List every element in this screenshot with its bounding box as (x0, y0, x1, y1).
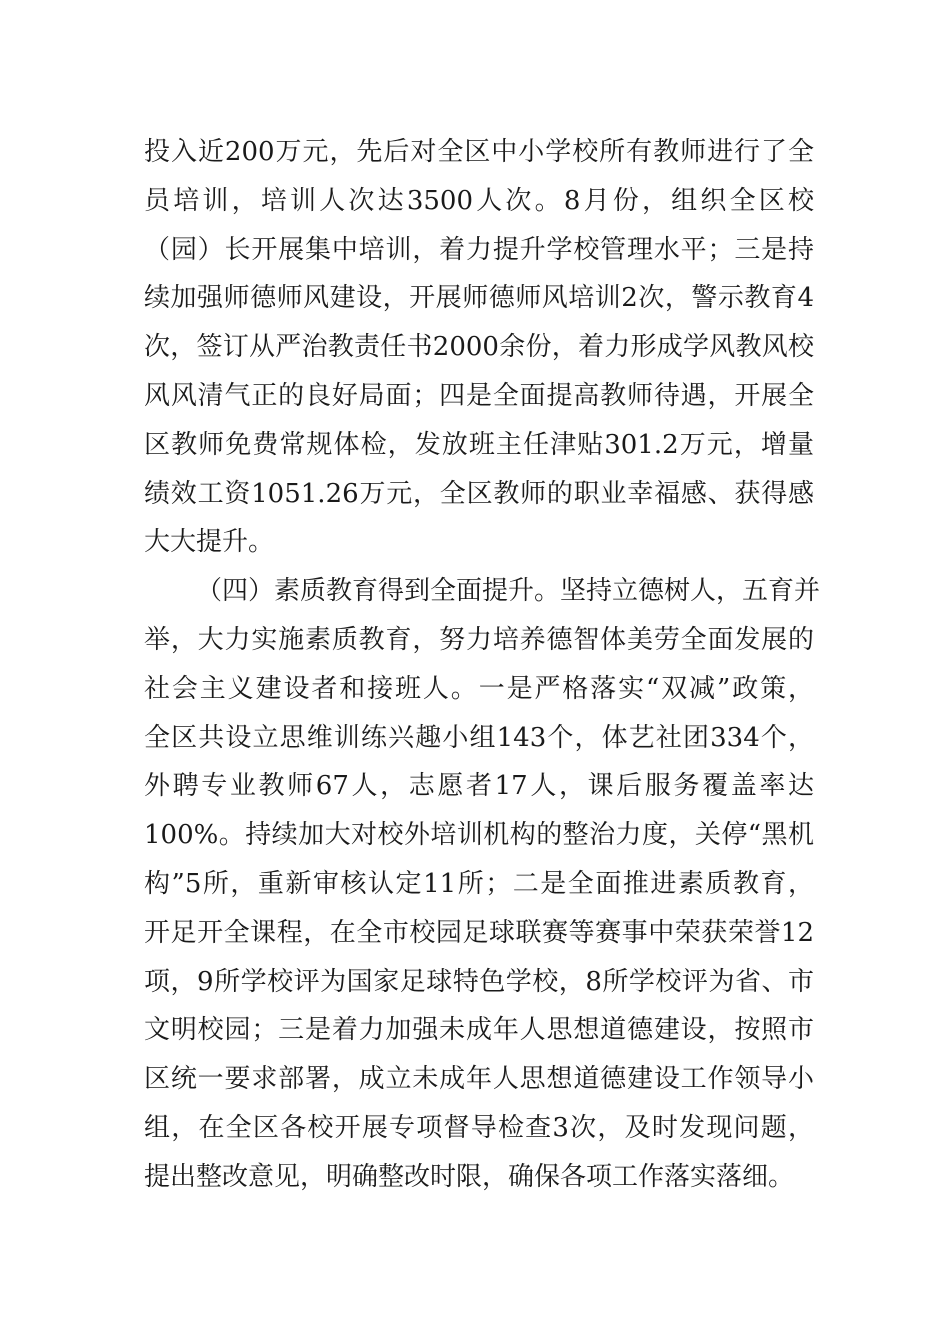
text-line: 组，在全区各校开展专项督导检查3次，及时发现问题， (144, 1112, 814, 1143)
text-line: 续加强师德师风建设，开展师德师风培训2次，警示教育4 (144, 283, 814, 314)
text-line: 绩效工资1051.26万元，全区教师的职业幸福感、获得感 (144, 478, 814, 509)
text-line: 全区共设立思维训练兴趣小组143个，体艺社团334个， (144, 722, 814, 753)
text-line: 举，大力实施素质教育，努力培养德智体美劳全面发展的 (144, 624, 814, 655)
text-line: 100%。持续加大对校外培训机构的整治力度，关停“黑机 (144, 820, 814, 851)
text-line: 区教师免费常规体检，发放班主任津贴301.2万元，增量 (144, 429, 814, 460)
text-line: 区统一要求部署，成立未成年人思想道德建设工作领导小 (144, 1064, 814, 1095)
text-line: 项，9所学校评为国家足球特色学校，8所学校评为省、市 (144, 966, 814, 997)
text-line: 大大提升。 (144, 527, 275, 558)
text-line: 构”5所，重新审核认定11所；二是全面推进素质教育， (144, 868, 814, 899)
text-line: （园）长开展集中培训，着力提升学校管理水平；三是持 (144, 234, 814, 265)
text-line: 文明校园；三是着力加强未成年人思想道德建设，按照市 (144, 1015, 814, 1046)
section-heading-line: （四）素质教育得到全面提升。坚持立德树人，五育并 (196, 576, 821, 607)
text-line: 员培训，培训人次达3500人次。8月份，组织全区校 (144, 185, 814, 216)
body-text (144, 128, 821, 1202)
text-line: 开足开全课程，在全市校园足球联赛等赛事中荣获荣誉12 (144, 917, 814, 948)
text-line: 风风清气正的良好局面；四是全面提高教师待遇，开展全 (144, 380, 814, 411)
text-line: 提出整改意见，明确整改时限，确保各项工作落实落细。 (144, 1161, 795, 1192)
text-line: 社会主义建设者和接班人。一是严格落实“双减”政策， (144, 673, 814, 704)
text-line: 外聘专业教师67人，志愿者17人，课后服务覆盖率达 (144, 771, 814, 802)
text-line: 次，签订从严治教责任书2000余份，着力形成学风教风校 (144, 332, 814, 363)
text-line: 投入近200万元，先后对全区中小学校所有教师进行了全 (144, 137, 814, 167)
